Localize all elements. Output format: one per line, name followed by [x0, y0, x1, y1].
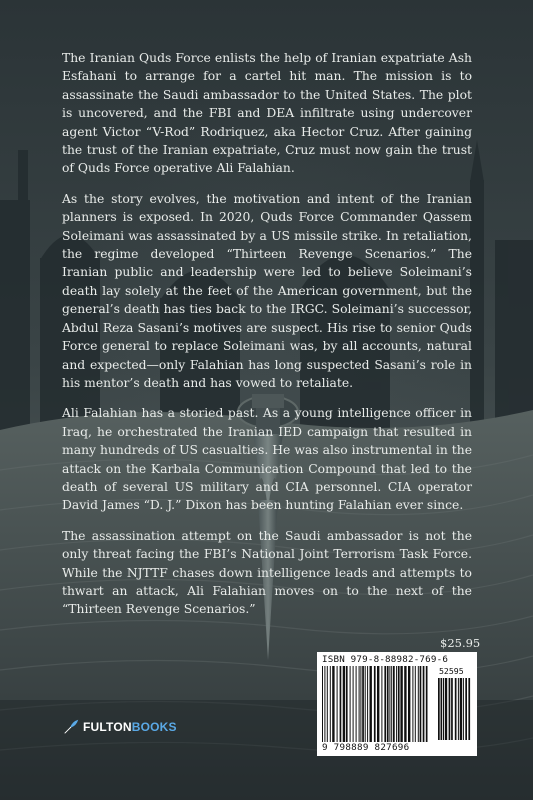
- price-code-label: 52595: [439, 666, 464, 676]
- isbn-label: ISBN 979-8-88982-769-6: [322, 654, 449, 665]
- barcode-bar: [443, 678, 444, 740]
- barcode-bar: [423, 666, 425, 742]
- barcode-bar: [324, 666, 325, 742]
- barcode-bar: [393, 666, 395, 742]
- book-price: $25.95: [440, 636, 481, 650]
- barcode-bar: [426, 666, 428, 742]
- barcode-bar: [384, 666, 386, 742]
- barcode-bar: [346, 666, 348, 742]
- synopsis-paragraph: The Iranian Quds Force enlists the help of Iranian expatriate Ash Esfahani to arrange for a cartel hit man. The mission is to assassinate the Saudi ambassador to the United States. The plot is uncovered, and the FBI and DEA infiltrate using undercover agent Victor “V-Rod” Rodriquez, aka Hector Cruz. After gaining the trust of the Iranian expatriate, Cruz must now gain the trust of Quds Force operative Ali Falahian.: [62, 51, 472, 176]
- back-cover-synopsis: [62, 49, 472, 631]
- publisher-name: [83, 720, 177, 734]
- barcode-bar: [374, 666, 376, 742]
- barcode-bar: [365, 666, 366, 742]
- barcode-bar: [398, 666, 400, 742]
- barcode-bar: [370, 666, 372, 742]
- publisher-logo: [62, 718, 177, 736]
- barcode-bar: [381, 666, 382, 742]
- barcode-bar: [396, 666, 397, 742]
- barcode-bar: [340, 666, 342, 742]
- barcode-bar: [330, 666, 331, 742]
- barcode-bar: [449, 678, 451, 740]
- price-addon-barcode: [437, 678, 473, 740]
- barcode-bar: [359, 666, 360, 742]
- barcode-bar: [468, 678, 470, 740]
- barcode-bar: [322, 666, 323, 742]
- barcode-bar: [412, 666, 413, 742]
- barcode-bar: [391, 666, 392, 742]
- barcode-bar: [332, 666, 334, 742]
- barcode-bar: [327, 666, 328, 742]
- ean13-barcode: [321, 666, 431, 742]
- barcode-bar: [350, 666, 351, 742]
- barcode-bar: [408, 666, 410, 742]
- barcode-bar: [441, 678, 443, 740]
- barcode-bar: [343, 666, 345, 742]
- barcode-bar: [420, 666, 422, 742]
- barcode-bar: [387, 666, 389, 742]
- barcode-bar: [465, 678, 467, 740]
- barcode-bar: [418, 666, 419, 742]
- barcode-bar: [356, 666, 357, 742]
- barcode-bar: [455, 678, 457, 740]
- barcode-bar: [463, 678, 464, 740]
- barcode-bar: [367, 666, 368, 742]
- barcode-bar: [353, 666, 354, 742]
- barcode-bar: [400, 666, 402, 742]
- barcode-bar: [458, 678, 459, 740]
- isbn-barcode-block: [317, 652, 477, 756]
- synopsis-paragraph: As the story evolves, the motivation and intent of the Iranian planners is exposed. In 2020, Quds Force Commander Qassem Soleimani was assassinated by a US missile strike. In retaliation, the regime developed “Thirteen Revenge Scenarios.” The Iranian public and leadership were led to believe Soleimani’s death lay solely at the feet of the American government, but the general’s death has ties back to the IRGC. Soleimani’s successor, Abdul Reza Sasani’s motives are suspect. His rise to senior Quds Force general to replace Soleimani was, by all accounts, natural and expected—only Falahian has long suspected Sasani’s role in his mentor’s death and has vowed to retaliate.: [62, 191, 472, 390]
- barcode-bar: [404, 666, 406, 742]
- barcode-bar: [415, 666, 416, 742]
- barcode-number: 9 798889 827696: [322, 742, 410, 753]
- barcode-bar: [460, 678, 462, 740]
- barcode-bar: [362, 666, 364, 742]
- synopsis-paragraph: The assassination attempt on the Saudi ambassador is not the only threat facing the FBI’s National Joint Terrorism Task Force. While the NJTTF chases down intelligence leads and attempts to thwart an attack, Ali Falahian moves on to the next of the “Thirteen Revenge Scenarios.”: [62, 528, 472, 617]
- publisher-name-primary: FULTON: [83, 720, 132, 734]
- barcode-bar: [389, 666, 390, 742]
- synopsis-paragraph: Ali Falahian has a storied past. As a young intelligence officer in Iraq, he orchestrated the Iranian IED campaign that resulted in many hundreds of US casualties. He was also instrumental in the attack on the Karbala Communication Compound that led to the death of several US military and CIA personnel. CIA operator David James “D. J.” Dixon has been hunting Falahian ever since.: [62, 406, 472, 513]
- barcode-bar: [438, 678, 440, 740]
- quill-icon: [62, 718, 80, 736]
- barcode-bar: [337, 666, 338, 742]
- barcode-bar: [445, 678, 447, 740]
- barcode-bar: [360, 666, 361, 742]
- publisher-name-accent: BOOKS: [131, 720, 177, 734]
- barcode-bar: [451, 678, 453, 740]
- barcode-bar: [377, 666, 379, 742]
